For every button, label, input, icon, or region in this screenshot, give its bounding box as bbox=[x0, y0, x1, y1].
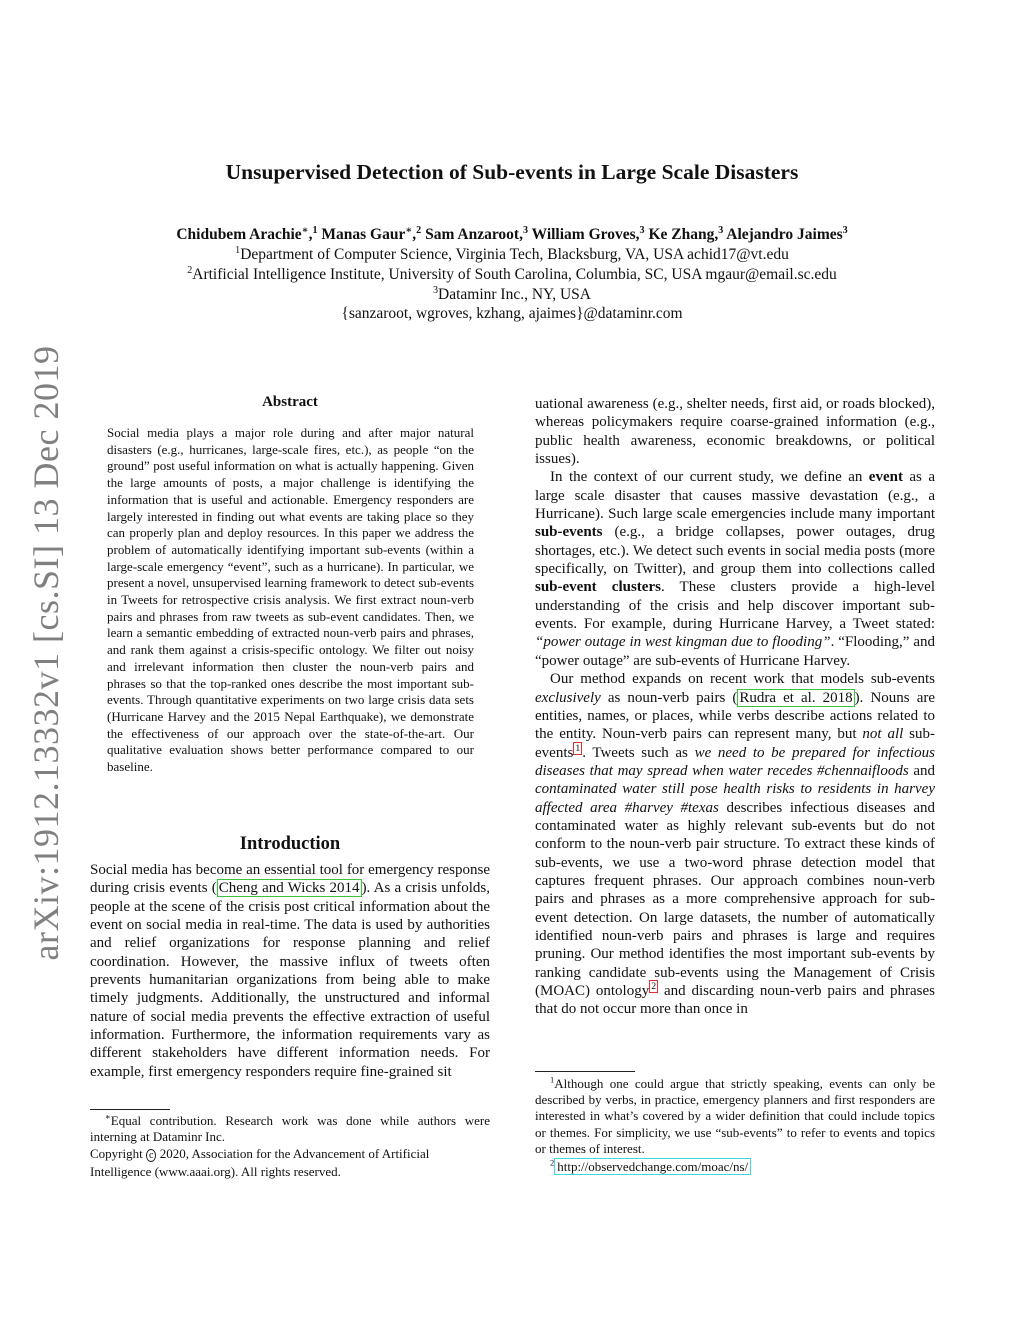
footnote-equal-contribution: ∗Equal contribution. Research work was done while authors were interning at Dataminr Inc. bbox=[90, 1111, 490, 1145]
footnote-1: $^1$Although one could argue that strictly speaking, events can only be described by verbs, in practice, emergency planners and first responders are interested in what’s covered by a wider definition that could include topics or themes. For simplicity, we use “sub-events” to refer to events and topics or themes of interest. bbox=[535, 1074, 935, 1156]
introduction-heading: Introduction bbox=[239, 834, 341, 854]
footnote-rule-right bbox=[535, 1071, 635, 1072]
abstract-body: Social media plays a major role during and after major natural disasters (e.g., hurricanes, large-scale fires, etc.), as people “on the ground” post useful information on what is actually happening. Given the large amounts of posts, a major challenge is identifying the information that is useful and actionable. Emergency responders are largely interested in finding out what events are taking place so they can properly plan and deploy resources. In this paper we address the problem of automatically identifying important sub-events (within a large-scale emergency “event”, such as a hurricane). In particular, we present a novel, unsupervised learning framework to detect sub-events in Tweets for retrospective crisis analysis. We first extract noun-verb pairs and phrases from raw tweets as sub-event candidates. Then, we learn a semantic embedding of extracted noun-verb pairs and phrases, and rank them against a crisis-specific ontology. We filter out noisy and irrelevant information then cluster the noun-verb pairs and phrases so that the top-ranked ones describe the most important sub-events. Through quantitative experiments on two large crisis data sets (Hurricane Harvey and the 2015 Nepal Earthquake), we demonstrate the effectiveness of our approach over the state-of-the-art. Our qualitative evaluation shows better performance compared to our baseline. bbox=[107, 425, 474, 775]
footnote-ref-2[interactable]: 2 bbox=[651, 981, 657, 992]
affiliation-1: $^1$Department of Computer Science, Virginia Tech, Blacksburg, VA, USA achid17@vt.edu bbox=[235, 244, 789, 263]
citation-link-rudra[interactable]: Rudra et al. 2018 bbox=[739, 689, 853, 706]
affiliation-emails: {sanzaroot, wgroves, kzhang, ajaimes}@dataminr.com bbox=[341, 305, 683, 322]
intro-paragraph-1: Social media has become an essential tool for emergency response during crisis events ( Cheng and Wicks 2014 ). As a crisis unfolds, people at the scene of the crisis post critical information about the event on social media in real-time. The data is used by authorities and relief organizations for response planning and relief coordination. However, the massive influx of tweets often prevents humanitarian organizations from being able to make timely judgments. Additionally, the unstructured and informal nature of social media prevents the effective extraction of useful information. Furthermore, the information requirements vary as different stakeholders have different information needs. For example, first emergency responders require fine-grained sit bbox=[90, 862, 490, 1080]
intro-paragraph-1-continued: uational awareness (e.g., shelter needs, first aid, or roads blocked), whereas policymakers require coarse-grained information (e.g., public health awareness, economic breakdowns, or political issues). bbox=[535, 396, 935, 468]
intro-left-column bbox=[90, 861, 490, 1081]
arxiv-sidebar bbox=[18, 345, 74, 961]
arxiv-identifier: arXiv:1912.13332v1 [cs.SI] 13 Dec 2019 bbox=[26, 345, 66, 961]
intro-paragraph-2: In the context of our current study, we define an event as a large scale disaster that causes massive devastation (e.g., a Hurricane). Such large scale emergencies include many important sub-events (e.g., a bridge collapses, power outages, drug shortages, etc.). We detect such events in social media posts (more specifically, on Twitter), and group them into collections called sub-event clusters. These clusters provide a high-level understanding of the crisis and help discover important sub-events. For example, during Hurricane Harvey, a Tweet stated: “power outage in west kingman due to flooding”. “Flooding,” and “power outage” are sub-events of Hurricane Harvey. bbox=[535, 469, 935, 669]
footnote-2: $^2$ http://observedchange.com/moac/ns/ bbox=[535, 1159, 935, 1175]
moac-url-link[interactable]: http://observedchange.com/moac/ns/ bbox=[554, 1158, 751, 1175]
affiliation-2: $^2$Artificial Intelligence Institute, University of South Carolina, Columbia, SC, USA mgaur@email.sc.edu bbox=[187, 264, 837, 283]
affiliation-3: $^3$Dataminr Inc., NY, USA bbox=[432, 284, 591, 303]
intro-right-column bbox=[535, 395, 935, 1019]
copyright-notice: Copyright c 2020, Association for the Advancement of Artificial Intelligence (www.aaai.org). All rights reserved. bbox=[90, 1146, 430, 1180]
author-list: Chidubem Arachie∗,$^1$ Manas Gaur∗,$^2$ Sam Anzaroot,$^3$ William Groves,$^3$ Ke Zhang,$^3$ Alejandro Jaimes$^3$ bbox=[176, 224, 848, 243]
citation-link[interactable]: Cheng and Wicks 2014 bbox=[218, 880, 360, 897]
footnote-ref-1[interactable]: 1 bbox=[575, 742, 581, 754]
abstract-heading: Abstract bbox=[262, 394, 318, 410]
footnote-rule bbox=[90, 1109, 170, 1110]
intro-paragraph-3: Our method expands on recent work that models sub-events exclusively as noun-verb pairs ( Rudra et al. 2018 ). Nouns are entities, names, or places, while verbs describe actions related to the entity. Noun-verb pairs can represent many, but not all sub-events $^1$ . Tweets such as we need to be prepared for infectious diseases that may spread when water recedes #chennaifloods and contaminated water still pose health risks to residents in harvey affected area #harvey #texas describes infectious diseases and contaminated water as highly relevant sub-events but do not conform to the noun-verb pair structure. To extract these kinds of sub-events, we use a two-word phrase detection model that captures frequent phrases. Our approach combines noun-verb pairs and phrases as a more comprehensive approach for sub-event detection. On large datasets, the number of automatically identified noun-verb pairs and phrases is large and requires pruning. Our method identifies the most important sub-events by ranking candidate sub-events using the Management of Crisis (MOAC) ontology $^2$ and discarding noun-verb pairs and phrases that do not occur more than once in bbox=[535, 671, 936, 1018]
paper-title: Unsupervised Detection of Sub-events in Large Scale Disasters bbox=[225, 160, 799, 184]
